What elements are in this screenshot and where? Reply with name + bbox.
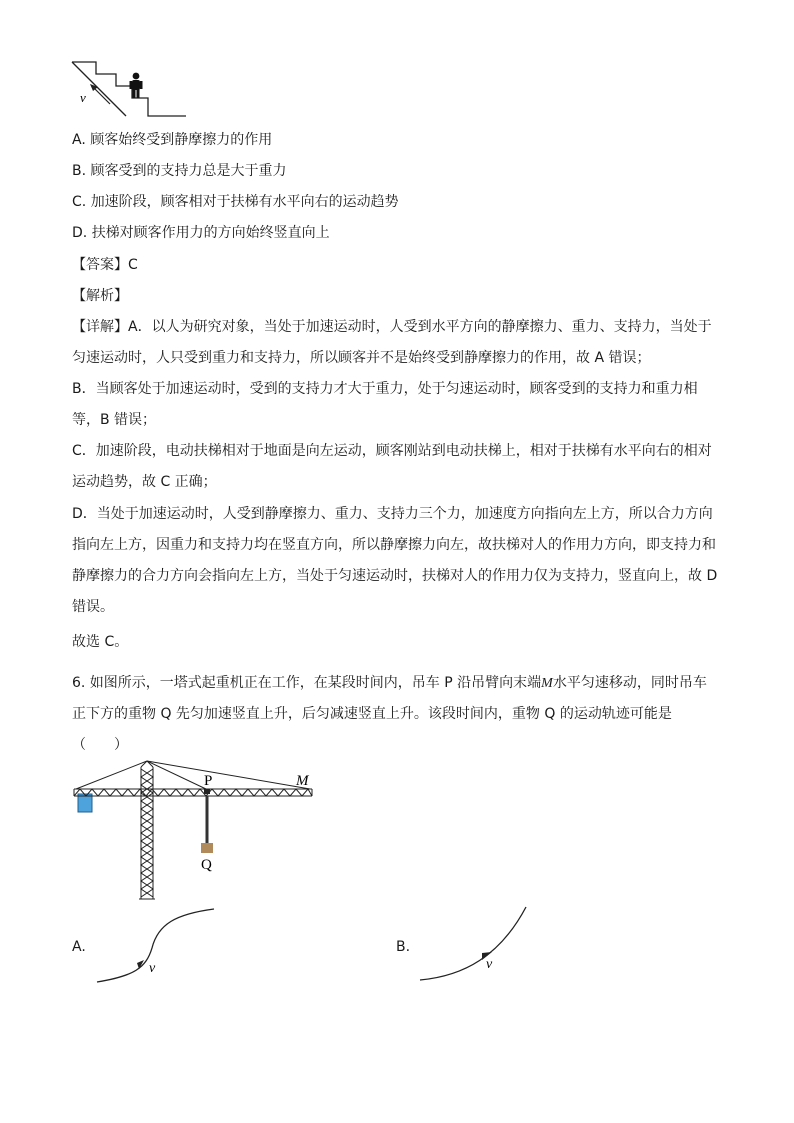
explanation-line: D．当处于加速运动时，人受到静摩擦力、重力、支持力三个力，加速度方向指向左上方，所以合力方向 (72, 506, 713, 522)
jib (74, 789, 312, 796)
conclusion: 故选 C。 (72, 634, 129, 650)
label-m: M (296, 773, 309, 789)
velocity-label: v (80, 90, 86, 105)
counterweight (78, 794, 92, 812)
trolley-p (204, 789, 210, 794)
label-q: Q (201, 857, 212, 873)
answer-line (72, 255, 138, 275)
option-b: B. 顾客受到的支持力总是大于重力 (72, 163, 287, 179)
load-q (201, 843, 213, 853)
velocity-arrowhead (90, 84, 98, 91)
support-cables (76, 761, 310, 789)
explanation-line: 等，B 错误； (72, 412, 157, 428)
explanation-line: B．当顾客处于加速运动时，受到的支持力才大于重力，处于匀速运动时，顾客受到的支持力和重力相 (72, 381, 698, 397)
escalator-steps (72, 62, 186, 116)
question-6-line-1: 6. 如图所示，一塔式起重机正在工作，在某段时间内，吊车 P 沿吊臂向末端M水平匀速移动，同时吊车 (72, 675, 707, 691)
escalator-rail (72, 62, 126, 116)
tower (139, 761, 155, 899)
option-a: A. 顾客始终受到静摩擦力的作用 (72, 132, 273, 148)
question-6-line-3: （ ） (72, 737, 128, 753)
explanation-line: 指向左上方，因重力和支持力均在竖直方向，所以静摩擦力向左，故扶梯对人的作用力方向，即支持力和 (72, 537, 716, 553)
answer-tag: 【答案】 (72, 257, 128, 273)
trajectory-b (418, 904, 530, 986)
option-d: D. 扶梯对顾客作用力的方向始终竖直向上 (72, 225, 330, 241)
velocity-arrow (94, 88, 110, 104)
option-a-q6: A. (72, 939, 86, 955)
explanation-line: 运动趋势，故 C 正确； (72, 474, 217, 490)
option-c: C. 加速阶段，顾客相对于扶梯有水平向右的运动趋势 (72, 194, 399, 210)
analysis-tag: 【解析】 (72, 288, 128, 304)
question-6-line-2: 正下方的重物 Q 先匀加速竖直上升，后匀减速竖直上升。该段时间内，重物 Q 的运动轨迹可能是 (72, 706, 672, 722)
label-p: P (204, 773, 213, 789)
escalator-figure (70, 58, 190, 120)
explanation-line: C．加速阶段，电动扶梯相对于地面是向左运动，顾客刚站到电动扶梯上，相对于扶梯有水平向右的相对 (72, 443, 712, 459)
explanation-line: 匀速运动时，人只受到重力和支持力，所以顾客并不是始终受到静摩擦力的作用，故 A 错误； (72, 350, 651, 366)
trajectory-a (94, 904, 218, 986)
crane-figure (70, 755, 320, 905)
trajectory-curve (420, 907, 526, 980)
explanation-line: 错误。 (72, 599, 114, 615)
explanation-line: 【详解】A．以人为研究对象，当处于加速运动时，人受到水平方向的静摩擦力、重力、支持力，当处于 (72, 319, 712, 335)
velocity-label: v (149, 961, 156, 976)
velocity-label: v (486, 957, 493, 972)
explanation-line: 静摩擦力的合力方向会指向左上方，当处于匀速运动时，扶梯对人的作用力仅为支持力，竖直向上，故 D (72, 568, 718, 584)
answer-value: C (128, 257, 138, 273)
trajectory-curve (97, 909, 214, 982)
option-b-q6: B. (396, 939, 411, 955)
